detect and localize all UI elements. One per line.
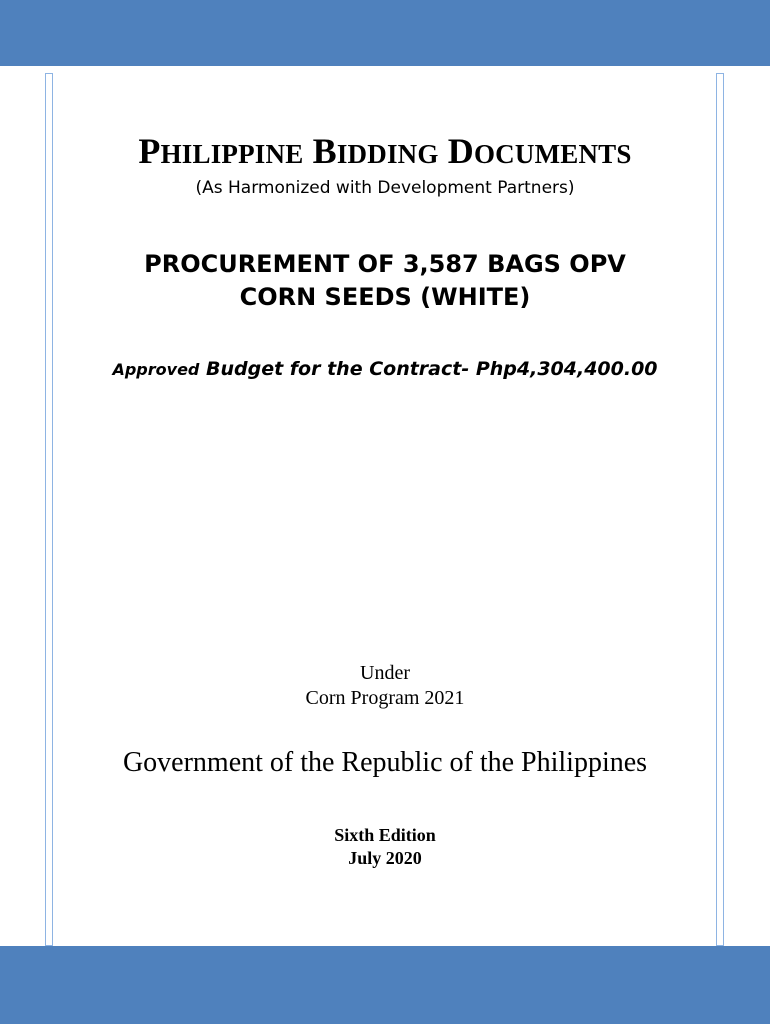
program-name: Corn Program 2021	[305, 687, 465, 709]
approved-budget	[0, 355, 770, 384]
bottom-color-band	[0, 946, 770, 1024]
left-border-rule	[45, 73, 53, 946]
program-block	[0, 661, 770, 711]
right-border-rule	[716, 73, 724, 946]
government-name: Government of the Republic of the Philippines	[122, 747, 648, 778]
procurement-line-2: CORN SEEDS (WHITE)	[239, 283, 531, 311]
approved-budget-prefix: Approved	[112, 360, 200, 379]
approved-budget-amount: Budget for the Contract- Php4,304,400.00	[199, 358, 658, 380]
document-subtitle: (As Harmonized with Development Partners)	[195, 178, 575, 198]
program-under: Under	[360, 662, 410, 684]
edition-date: July 2020	[348, 848, 422, 868]
procurement-title	[0, 248, 770, 314]
edition-number: Sixth Edition	[334, 825, 436, 845]
edition-block	[0, 824, 770, 870]
document-title: PHILIPPINE BIDDING DOCUMENTS	[138, 131, 632, 171]
procurement-line-1: PROCUREMENT OF 3,587 BAGS OPV	[144, 250, 626, 278]
top-color-band	[0, 0, 770, 66]
